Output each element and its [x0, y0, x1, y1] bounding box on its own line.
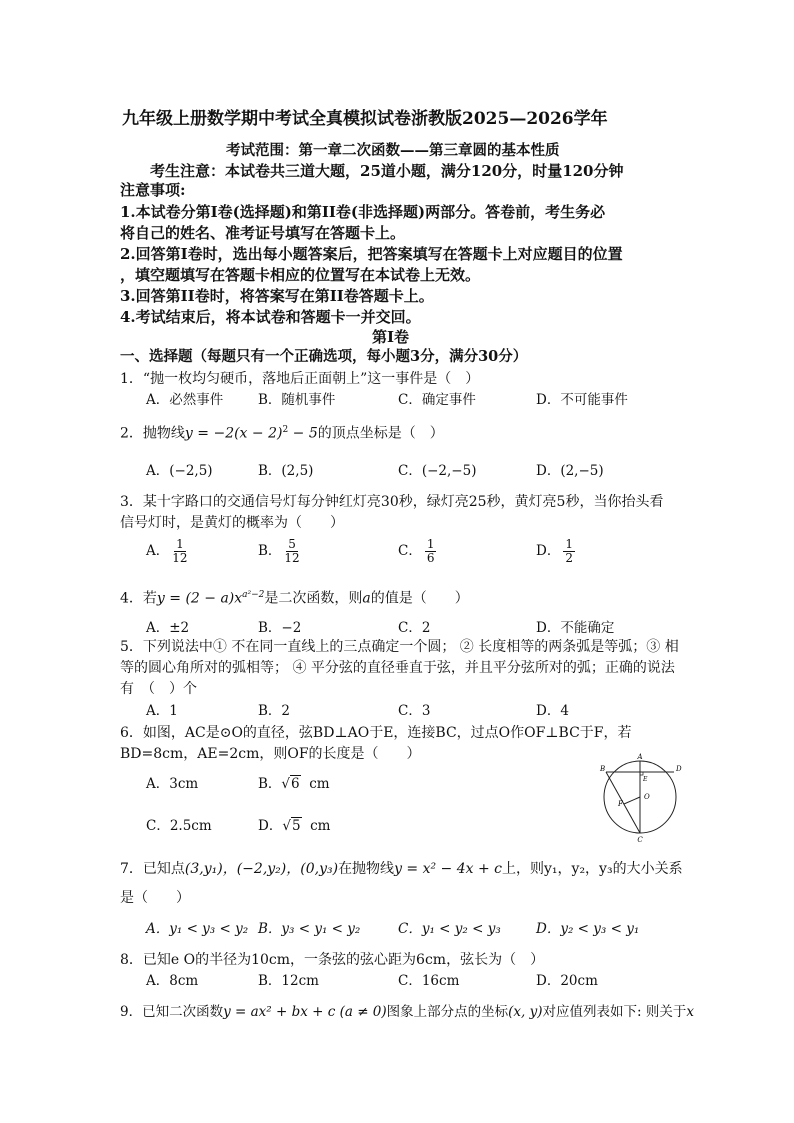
q2-exponent: 2 [282, 425, 289, 435]
q4-option-c: C．2 [398, 620, 431, 636]
question-8-stem: 8．已知e O的半径为10cm，一条弦的弦心距为6cm，弦长为（ ） [120, 952, 545, 968]
radicand: 5 [291, 818, 301, 834]
question-6-line: BD=8cm，AE=2cm，则OF的长度是（ ） [120, 746, 421, 762]
q2-formula: y = −2(x − 2) [184, 425, 283, 442]
label-f: F [618, 800, 623, 808]
question-7-line [120, 860, 683, 878]
option-label: D． [536, 543, 561, 559]
q7-option-a: A．y₁ < y₃ < y₂ [146, 921, 249, 937]
question-7-line: 是（ ） [120, 890, 190, 906]
q2-option-b: B．(2,5) [258, 463, 314, 479]
denominator: 12 [284, 551, 300, 565]
option-label: B． [258, 543, 282, 559]
numerator: 5 [288, 537, 296, 551]
q6-option-a: A．3cm [146, 776, 199, 792]
option-label: C． [398, 543, 422, 559]
exam-scope: 考试范围：第一章二次函数——第三章圆的基本性质 [226, 142, 560, 159]
fraction [172, 538, 187, 565]
note-line: 4.考试结束后，将本试卷和答题卡一并交回。 [120, 308, 421, 326]
q2-option-a: A．(−2,5) [146, 463, 213, 479]
option-label: D． [258, 818, 283, 834]
section-heading: 一、选择题（每题只有一个正确选项，每小题3分，满分30分） [120, 348, 528, 365]
question-5-line: 有 （ ）个 [120, 681, 197, 697]
q6-option-c: C．2.5cm [146, 818, 212, 834]
note-line: 2.回答第Ⅰ卷时，选出每小题答案后，把答案填写在答题卡上对应题目的位置 [120, 245, 623, 263]
note-line: ，填空题填写在答题卡相应的位置写在本试卷上无效。 [120, 266, 481, 284]
note-line: 将自己的姓名、准考证号填写在答题卡上。 [120, 224, 406, 242]
q7-formula: y = x² − 4x + c [394, 861, 503, 877]
q4-option-b: B．−2 [258, 620, 302, 636]
q4-prefix: 4．若 [120, 590, 157, 607]
q4-tail: 的值是（ ） [370, 590, 469, 607]
notes-heading: 注意事项: [120, 181, 186, 199]
q7-option-d: D．y₂ < y₃ < y₁ [536, 921, 640, 937]
option-label: B． [258, 776, 282, 792]
q9-pair: (x, y) [508, 1004, 543, 1020]
exam-title: 九年级上册数学期中考试全真模拟试卷浙教版2025—2026学年 [122, 109, 608, 129]
sqrt-sign: √ [282, 818, 291, 834]
option-label: A． [146, 543, 170, 559]
q8-option-d: D．20cm [536, 973, 598, 989]
q3-option-d [536, 538, 575, 565]
q2-option-d: D．(2,−5) [536, 463, 604, 479]
label-c: C [637, 836, 643, 844]
q4-variable: a [362, 590, 371, 607]
q7-option-c: C．y₁ < y₂ < y₃ [398, 921, 501, 937]
q8-option-b: B．12cm [258, 973, 319, 989]
q4-suffix: 是二次函数，则 [264, 590, 363, 607]
q4-option-a: A．±2 [146, 620, 190, 636]
label-d: D [676, 765, 682, 773]
volume-title: 第Ⅰ卷 [372, 328, 410, 346]
question-9-line [120, 1003, 694, 1021]
numerator: 1 [565, 537, 573, 551]
segment-bc [606, 772, 640, 833]
q7-points: (3,y₁)，(−2,y₂)，(0,y₃) [184, 861, 339, 877]
q5-option-d: D．4 [536, 703, 569, 719]
q9-variable: x [686, 1004, 694, 1020]
unit: cm [310, 818, 331, 834]
q1-option-d: D．不可能事件 [536, 392, 628, 408]
label-o: O [644, 793, 650, 801]
q2-suffix: 的顶点坐标是（ ） [317, 425, 444, 442]
question-6-line: 6．如图，AC是⊙O的直径，弦BD⊥AO于E，连接BC，过点O作OF⊥BC于F，若 [120, 725, 632, 741]
q8-option-a: A．8cm [146, 973, 199, 989]
q5-option-c: C．3 [398, 703, 431, 719]
q4-formula: y = (2 − a)x [156, 590, 243, 607]
label-a: A [637, 753, 643, 761]
q7-mid: 在抛物线 [338, 861, 395, 877]
unit: cm [309, 776, 330, 792]
note-line: 1.本试卷分第Ⅰ卷(选择题)和第II卷(非选择题)两部分。答卷前，考生务必 [120, 203, 606, 221]
q6-option-d [258, 817, 331, 835]
question-3-line: 3．某十字路口的交通信号灯每分钟红灯亮30秒，绿灯亮25秒，黄灯亮5秒，当你抬头看 [120, 494, 664, 510]
segment-of [624, 797, 640, 804]
q5-option-a: A．1 [146, 703, 178, 719]
exam-notice: 考生注意：本试卷共三道大题，25道小题，满分120分，时量120分钟 [150, 162, 624, 180]
q8-option-c: C．16cm [398, 973, 460, 989]
q4-option-d: D．不能确定 [536, 620, 615, 636]
q5-option-b: B．2 [258, 703, 291, 719]
q3-option-a [146, 538, 188, 565]
q3-option-c [398, 538, 436, 565]
q9-mid: 图象上部分点的坐标 [386, 1004, 509, 1020]
q1-option-a: A．必然事件 [146, 392, 224, 408]
q1-option-c: C．确定事件 [398, 392, 476, 408]
note-line: 3.回答第II卷时，将答案写在第II卷答题卡上。 [120, 287, 434, 305]
question-2-stem [120, 421, 444, 443]
circle-figure [598, 752, 686, 844]
q1-option-b: B．随机事件 [258, 392, 336, 408]
fraction [563, 538, 575, 565]
q9-tail: 对应值列表如下: 则关于 [542, 1004, 687, 1020]
question-5-line: 5．下列说法中① 不在同一直线上的三点确定一个圆； ② 长度相等的两条弧是等弧；③ 相 [120, 639, 679, 655]
q6-option-b [258, 775, 330, 793]
q2-prefix: 2．抛物线 [120, 425, 185, 442]
denominator: 6 [426, 551, 435, 565]
fraction [425, 538, 437, 565]
radicand: 6 [291, 776, 300, 792]
question-5-line: 等的圆心角所对的弧相等； ④ 平分弦的直径垂直于弦，并且平分弦所对的弧；正确的说法 [120, 660, 675, 676]
q3-option-b [258, 538, 300, 565]
q9-prefix: 9．已知二次函数 [120, 1004, 224, 1020]
denominator: 2 [565, 551, 573, 565]
question-1-stem: 1．“抛一枚均匀硬币，落地后正面朝上”这一事件是（ ） [120, 371, 480, 387]
q7-option-b: B．y₃ < y₁ < y₂ [258, 921, 361, 937]
q4-exponent: a²−2 [242, 590, 265, 600]
label-b: B [600, 765, 606, 773]
q2-formula-tail: − 5 [288, 425, 318, 442]
question-4-stem [120, 586, 469, 608]
fraction [284, 538, 299, 565]
q2-option-c: C．(−2,−5) [398, 463, 477, 479]
denominator: 12 [172, 551, 188, 565]
question-3-line: 信号灯时，是黄灯的概率为（ ） [120, 515, 344, 531]
q7-tail: 上，则y₁，y₂，y₃的大小关系 [502, 861, 683, 877]
q9-formula: y = ax² + bx + c (a ≠ 0) [223, 1004, 387, 1020]
numerator: 1 [176, 537, 184, 551]
sqrt-sign: √ [281, 776, 291, 792]
label-e: E [643, 776, 648, 783]
numerator: 1 [426, 537, 435, 551]
q7-prefix: 7．已知点 [120, 861, 185, 877]
